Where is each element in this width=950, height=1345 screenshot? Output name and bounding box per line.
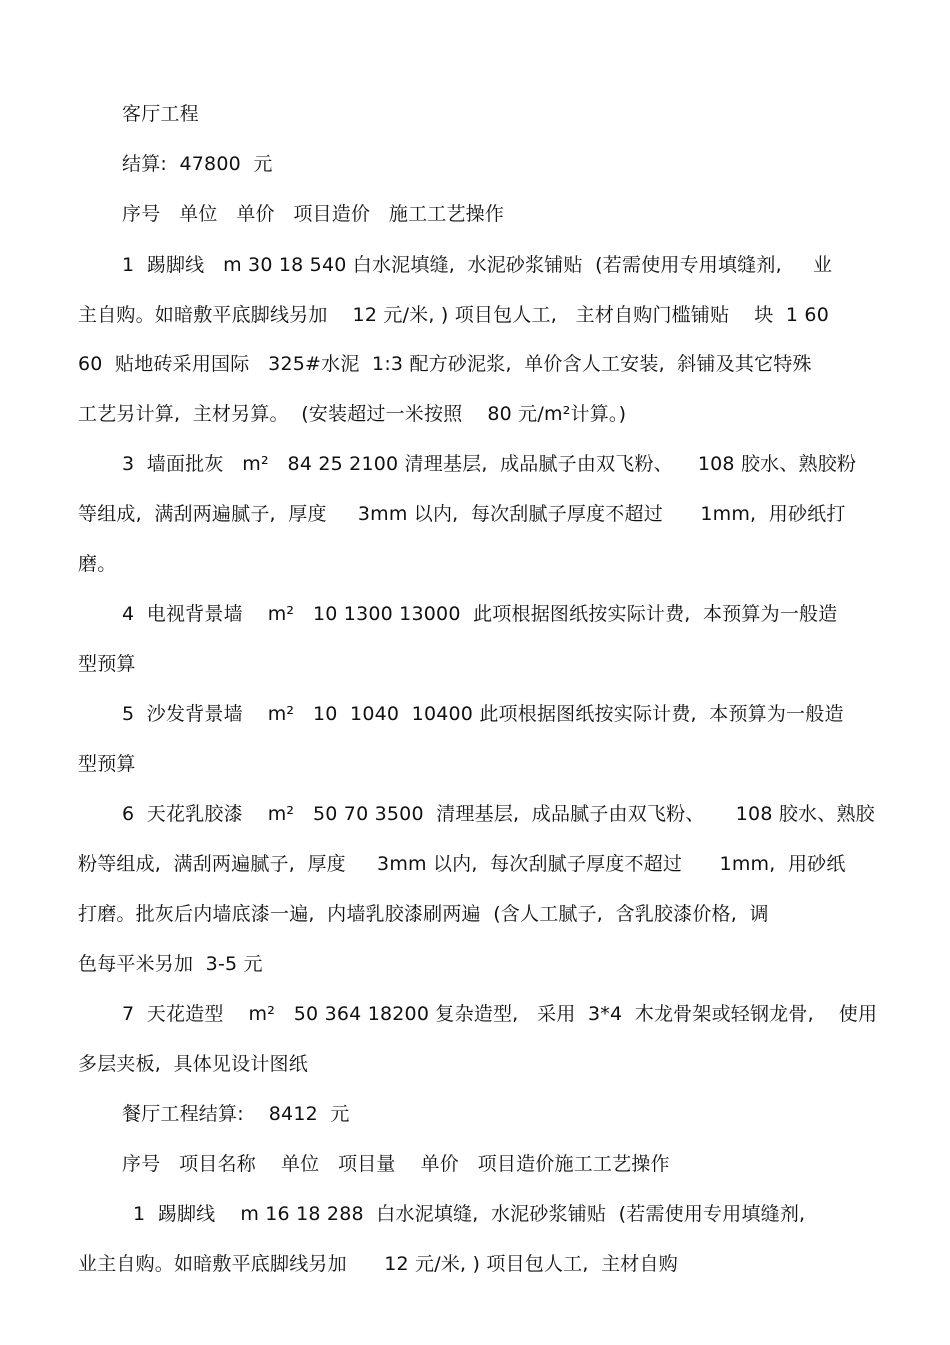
paragraph-line: 6 天花乳胶漆 m² 50 70 3500 清理基层, 成品腻子由双飞粉、 108 胶水、熟胶: [122, 803, 875, 825]
paragraph-line: 打磨。批灰后内墙底漆一遍, 内墙乳胶漆刷两遍 (含人工腻子, 含乳胶漆价格, 调: [78, 903, 769, 925]
living-room-total: 结算: 47800 元: [122, 153, 273, 175]
paragraph-line: 7 天花造型 m² 50 364 18200 复杂造型, 采用 3*4 木龙骨架或轻钢龙骨, 使用: [122, 1003, 878, 1025]
paragraph-line: 60 贴地砖采用国际 325#水泥 1:3 配方砂泥浆, 单价含人工安装, 斜铺及其它特殊: [78, 353, 812, 375]
paragraph-line: 4 电视背景墙 m² 10 1300 13000 此项根据图纸按实际计费, 本预算为一般造: [122, 603, 838, 625]
paragraph-line: 型预算: [78, 653, 136, 675]
paragraph-line: 等组成, 满刮两遍腻子, 厚度 3mm 以内, 每次刮腻子厚度不超过 1mm, 用砂纸打: [78, 503, 846, 525]
paragraph-line: 1 踢脚线 m 30 18 540 白水泥填缝, 水泥砂浆铺贴 (若需使用专用填缝剂, 业: [122, 254, 833, 276]
paragraph-line: 工艺另计算, 主材另算。 (安装超过一米按照 80 元/m²计算。): [78, 403, 627, 425]
paragraph-line: 型预算: [78, 753, 136, 775]
paragraph-line: 色每平米另加 3-5 元: [78, 953, 263, 975]
paragraph-line: 1 踢脚线 m 16 18 288 白水泥填缝, 水泥砂浆铺贴 (若需使用专用填缝剂,: [133, 1203, 806, 1225]
paragraph-line: 磨。: [78, 553, 117, 575]
dining-room-total: 餐厅工程结算: 8412 元: [122, 1103, 350, 1125]
paragraph-line: 主自购。如暗敷平底脚线另加 12 元/米, ) 项目包人工, 主材自购门槛铺贴 块 1 60: [78, 304, 830, 326]
paragraph-line: 5 沙发背景墙 m² 10 1040 10400 此项根据图纸按实际计费, 本预算为一般造: [122, 703, 844, 725]
paragraph-line: 多层夹板, 具体见设计图纸: [78, 1053, 308, 1075]
table-header: 序号 项目名称 单位 项目量 单价 项目造价施工工艺操作: [122, 1153, 670, 1175]
paragraph-line: 粉等组成, 满刮两遍腻子, 厚度 3mm 以内, 每次刮腻子厚度不超过 1mm, 用砂纸: [78, 853, 846, 875]
section-title-living-room: 客厅工程: [122, 103, 199, 125]
paragraph-line: 业主自购。如暗敷平底脚线另加 12 元/米, ) 项目包人工, 主材自购: [78, 1253, 678, 1275]
paragraph-line: 3 墙面批灰 m² 84 25 2100 清理基层, 成品腻子由双飞粉、 108 胶水、熟胶粉: [122, 453, 857, 475]
table-header: 序号 单位 单价 项目造价 施工工艺操作: [122, 203, 505, 225]
